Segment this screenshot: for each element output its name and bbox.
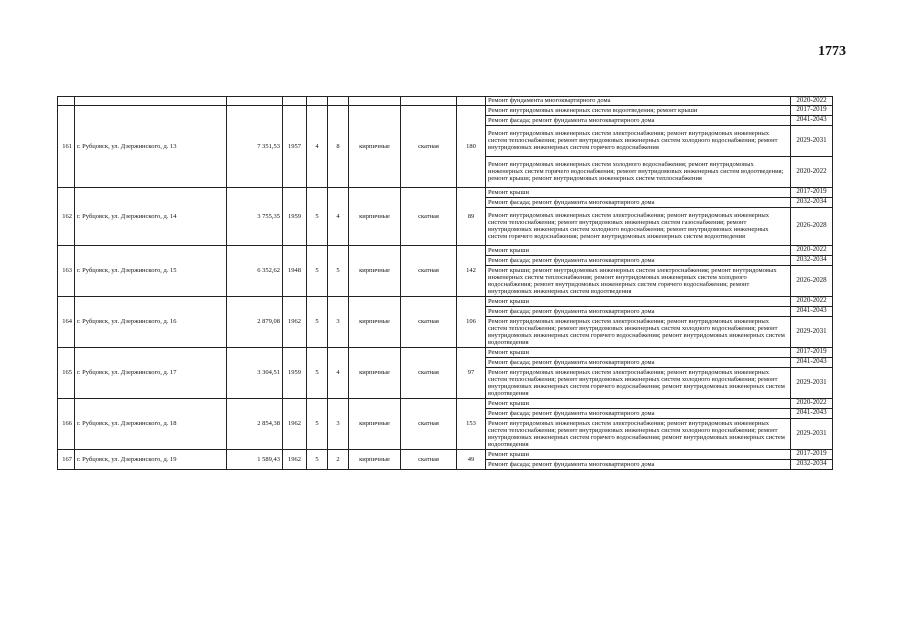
house-roof: скатная bbox=[401, 449, 457, 469]
housing-register-table bbox=[57, 96, 833, 470]
house-residents: 153 bbox=[457, 398, 486, 449]
house-walls: кирпичные bbox=[349, 245, 401, 296]
work-description: Ремонт внутридомовых инженерных систем электроснабжения; ремонт внутридомовых инженерных систем теплоснабжения; ремонт внутридомовых инженерных систем холодного водоснабжения; ремонт внутридомовых инженерных систем горячего водоснабжения; ремонт внутридомовых инженерных систем водоотведения bbox=[486, 316, 791, 347]
house-area: 7 351,53 bbox=[227, 105, 283, 187]
house-number: 167 bbox=[58, 449, 75, 469]
house-floors: 5 bbox=[307, 187, 328, 245]
work-period: 2017-2019 bbox=[791, 187, 833, 197]
house-number: 163 bbox=[58, 245, 75, 296]
work-description: Ремонт внутридомовых инженерных систем электроснабжения; ремонт внутридомовых инженерных систем теплоснабжения; ремонт внутридомовых инженерных систем холодного водоснабжения; ремонт внутридомовых инженерных систем горячего водоснабжения bbox=[486, 125, 791, 156]
table-row-first bbox=[58, 97, 833, 106]
cell-blank bbox=[349, 97, 401, 106]
work-period: 2029-2031 bbox=[791, 316, 833, 347]
work-description: Ремонт фундамента многоквартирного дома bbox=[486, 97, 791, 106]
house-walls: кирпичные bbox=[349, 398, 401, 449]
house-address: г. Рубцовск, ул. Дзержинского, д. 17 bbox=[75, 347, 227, 398]
house-floors: 4 bbox=[307, 105, 328, 187]
work-description: Ремонт внутридомовых инженерных систем холодного водоснабжения; ремонт внутридомовых инженерных систем горячего водоснабжения; ремонт внутридомовых инженерных систем водоотведения; ремонт крыши; ремонт внутридомовых инженерных систем теплоснабжения bbox=[486, 156, 791, 187]
cell-blank bbox=[227, 97, 283, 106]
table-row bbox=[58, 245, 833, 255]
table-body bbox=[58, 97, 833, 470]
house-floors: 5 bbox=[307, 245, 328, 296]
work-description: Ремонт фасада; ремонт фундамента многоквартирного дома bbox=[486, 115, 791, 125]
table-row bbox=[58, 187, 833, 197]
cell-blank bbox=[75, 97, 227, 106]
house-roof: скатная bbox=[401, 398, 457, 449]
house-number: 162 bbox=[58, 187, 75, 245]
house-floors: 5 bbox=[307, 398, 328, 449]
work-period: 2017-2019 bbox=[791, 347, 833, 357]
cell-blank bbox=[457, 97, 486, 106]
house-year: 1959 bbox=[283, 347, 307, 398]
work-description: Ремонт фасада; ремонт фундамента многоквартирного дома bbox=[486, 408, 791, 418]
house-year: 1959 bbox=[283, 187, 307, 245]
house-number: 164 bbox=[58, 296, 75, 347]
work-period: 2020-2022 bbox=[791, 97, 833, 106]
house-floors: 5 bbox=[307, 449, 328, 469]
house-floors: 5 bbox=[307, 296, 328, 347]
work-period: 2026-2028 bbox=[791, 265, 833, 296]
work-period: 2020-2022 bbox=[791, 245, 833, 255]
house-address: г. Рубцовск, ул. Дзержинского, д. 13 bbox=[75, 105, 227, 187]
work-description: Ремонт крыши bbox=[486, 296, 791, 306]
table-row bbox=[58, 347, 833, 357]
work-description: Ремонт крыши bbox=[486, 187, 791, 197]
house-entrances: 4 bbox=[328, 347, 349, 398]
house-number: 166 bbox=[58, 398, 75, 449]
work-description: Ремонт фасада; ремонт фундамента многоквартирного дома bbox=[486, 197, 791, 207]
house-number: 161 bbox=[58, 105, 75, 187]
work-period: 2041-2043 bbox=[791, 115, 833, 125]
table-row bbox=[58, 398, 833, 408]
house-roof: скатная bbox=[401, 347, 457, 398]
work-description: Ремонт крыши bbox=[486, 347, 791, 357]
work-description: Ремонт фасада; ремонт фундамента многоквартирного дома bbox=[486, 357, 791, 367]
work-description: Ремонт внутридомовых инженерных систем электроснабжения; ремонт внутридомовых инженерных систем теплоснабжения; ремонт внутридомовых инженерных систем холодного водоснабжения; ремонт внутридомовых инженерных систем горячего водоснабжения; ремонт внутридомовых инженерных систем водоотведения bbox=[486, 367, 791, 398]
house-entrances: 2 bbox=[328, 449, 349, 469]
work-period: 2017-2019 bbox=[791, 449, 833, 459]
house-floors: 5 bbox=[307, 347, 328, 398]
house-entrances: 3 bbox=[328, 296, 349, 347]
work-description: Ремонт внутридомовых инженерных систем электроснабжения; ремонт внутридомовых инженерных систем теплоснабжения; ремонт внутридомовых инженерных систем холодного водоснабжения; ремонт внутридомовых инженерных систем горячего водоснабжения; ремонт внутридомовых инженерных систем водоотведения bbox=[486, 418, 791, 449]
house-area: 2 854,38 bbox=[227, 398, 283, 449]
house-address: г. Рубцовск, ул. Дзержинского, д. 15 bbox=[75, 245, 227, 296]
house-walls: кирпичные bbox=[349, 105, 401, 187]
house-address: г. Рубцовск, ул. Дзержинского, д. 14 bbox=[75, 187, 227, 245]
house-residents: 106 bbox=[457, 296, 486, 347]
house-residents: 180 bbox=[457, 105, 486, 187]
work-description: Ремонт крыши; ремонт внутридомовых инженерных систем электроснабжения; ремонт внутридомовых инженерных систем теплоснабжения; ремонт внутридомовых инженерных систем холодного водоснабжения; ремонт внутридомовых инженерных систем горячего водоснабжения; ремонт внутридомовых инженерных систем водоотведения bbox=[486, 265, 791, 296]
work-description: Ремонт внутридомовых инженерных систем водоотведения; ремонт крыши bbox=[486, 105, 791, 115]
house-area: 1 589,43 bbox=[227, 449, 283, 469]
house-entrances: 5 bbox=[328, 245, 349, 296]
work-period: 2032-2034 bbox=[791, 255, 833, 265]
house-walls: кирпичные bbox=[349, 449, 401, 469]
house-roof: скатная bbox=[401, 187, 457, 245]
house-entrances: 8 bbox=[328, 105, 349, 187]
work-description: Ремонт фасада; ремонт фундамента многоквартирного дома bbox=[486, 306, 791, 316]
work-period: 2020-2022 bbox=[791, 398, 833, 408]
house-area: 3 304,51 bbox=[227, 347, 283, 398]
work-description: Ремонт крыши bbox=[486, 449, 791, 459]
work-description: Ремонт фасада; ремонт фундамента многоквартирного дома bbox=[486, 255, 791, 265]
work-period: 2041-2043 bbox=[791, 408, 833, 418]
cell-blank bbox=[401, 97, 457, 106]
work-description: Ремонт крыши bbox=[486, 245, 791, 255]
work-period: 2029-2031 bbox=[791, 125, 833, 156]
house-roof: скатная bbox=[401, 296, 457, 347]
house-year: 1962 bbox=[283, 296, 307, 347]
house-entrances: 3 bbox=[328, 398, 349, 449]
house-residents: 89 bbox=[457, 187, 486, 245]
work-description: Ремонт внутридомовых инженерных систем электроснабжения; ремонт внутридомовых инженерных систем теплоснабжения; ремонт внутридомовых инженерных систем газоснабжения; ремонт внутридомовых инженерных систем холодного водоснабжения; ремонт внутридомовых инженерных систем горячего водоснабжения; ремонт внутридомовых инженерных систем водоотведения bbox=[486, 207, 791, 245]
work-period: 2026-2028 bbox=[791, 207, 833, 245]
house-address: г. Рубцовск, ул. Дзержинского, д. 16 bbox=[75, 296, 227, 347]
cell-blank bbox=[58, 97, 75, 106]
cell-blank bbox=[307, 97, 328, 106]
cell-blank bbox=[283, 97, 307, 106]
work-period: 2029-2031 bbox=[791, 367, 833, 398]
work-description: Ремонт фасада; ремонт фундамента многоквартирного дома bbox=[486, 459, 791, 469]
table-row bbox=[58, 105, 833, 115]
house-number: 165 bbox=[58, 347, 75, 398]
house-year: 1948 bbox=[283, 245, 307, 296]
house-entrances: 4 bbox=[328, 187, 349, 245]
table-row bbox=[58, 449, 833, 459]
house-year: 1962 bbox=[283, 398, 307, 449]
work-period: 2032-2034 bbox=[791, 197, 833, 207]
work-period: 2029-2031 bbox=[791, 418, 833, 449]
house-residents: 97 bbox=[457, 347, 486, 398]
house-address: г. Рубцовск, ул. Дзержинского, д. 19 bbox=[75, 449, 227, 469]
house-walls: кирпичные bbox=[349, 296, 401, 347]
table-row bbox=[58, 296, 833, 306]
house-area: 6 352,62 bbox=[227, 245, 283, 296]
house-walls: кирпичные bbox=[349, 187, 401, 245]
house-area: 2 879,08 bbox=[227, 296, 283, 347]
work-period: 2020-2022 bbox=[791, 296, 833, 306]
work-period: 2032-2034 bbox=[791, 459, 833, 469]
house-address: г. Рубцовск, ул. Дзержинского, д. 18 bbox=[75, 398, 227, 449]
work-description: Ремонт крыши bbox=[486, 398, 791, 408]
house-year: 1962 bbox=[283, 449, 307, 469]
house-residents: 49 bbox=[457, 449, 486, 469]
work-period: 2041-2043 bbox=[791, 357, 833, 367]
work-period: 2041-2043 bbox=[791, 306, 833, 316]
house-residents: 142 bbox=[457, 245, 486, 296]
house-walls: кирпичные bbox=[349, 347, 401, 398]
work-period: 2020-2022 bbox=[791, 156, 833, 187]
house-area: 3 755,35 bbox=[227, 187, 283, 245]
page-number: 1773 bbox=[818, 44, 846, 59]
house-roof: скатная bbox=[401, 105, 457, 187]
work-period: 2017-2019 bbox=[791, 105, 833, 115]
house-roof: скатная bbox=[401, 245, 457, 296]
house-year: 1957 bbox=[283, 105, 307, 187]
cell-blank bbox=[328, 97, 349, 106]
